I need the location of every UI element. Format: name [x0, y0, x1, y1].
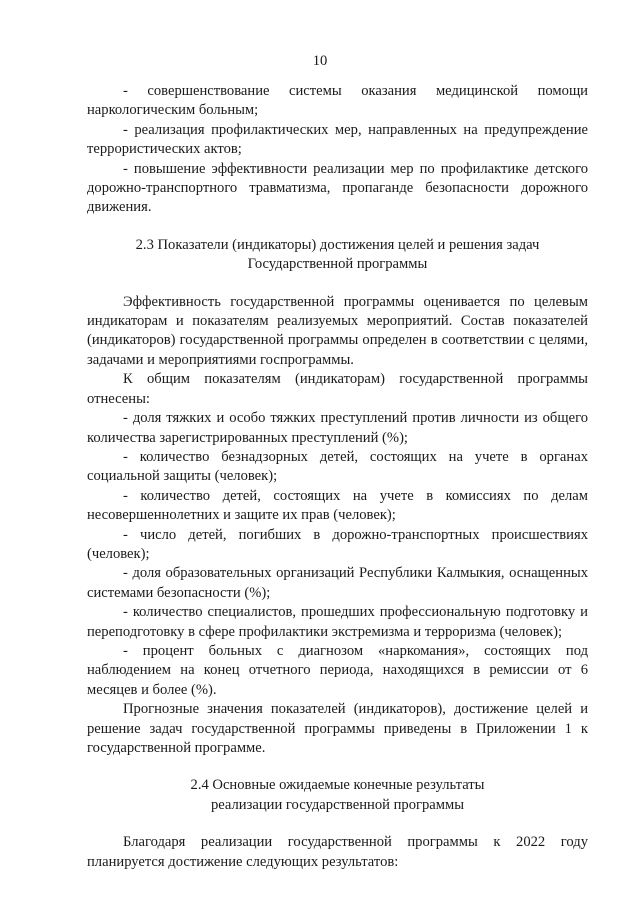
- bullet-item: - совершенствование системы оказания медицинской помощи наркологическим больным;: [87, 83, 588, 119]
- top-bullet-list: [87, 82, 588, 218]
- paragraph: Прогнозные значения показателей (индикаторов), достижение целей и решение задач государственной программы приведены в Приложении 1 к государственной программе.: [87, 701, 588, 756]
- section-2-3-heading: [87, 236, 588, 275]
- heading-line: 2.4 Основные ожидаемые конечные результаты: [190, 777, 485, 794]
- heading-line: реализации государственной программы: [210, 796, 465, 813]
- indicator-item: - доля образовательных организаций Республики Калмыкия, оснащенных системами безопасности (%);: [87, 565, 588, 601]
- indicator-item: - процент больных с диагнозом «наркомания», состоящих под наблюдением на конец отчетного периода, находящихся в ремиссии от 6 месяцев и более (%).: [87, 642, 588, 698]
- heading-line: 2.3 Показатели (индикаторы) достижения целей и решения задач: [135, 236, 540, 253]
- indicator-item: - количество детей, состоящих на учете в комиссиях по делам несовершеннолетних и защите их прав (человек);: [87, 487, 588, 524]
- indicator-item: - доля тяжких и особо тяжких преступлений против личности из общего количества зарегистрированных преступлений (%);: [87, 410, 588, 446]
- paragraph: Эффективность государственной программы оценивается по целевым индикаторам и показателям реализуемых мероприятий. Состав показателей (индикаторов) государственной программы определен в соответствии с целями, задачами и мероприятиями госпрограммы.: [87, 293, 588, 368]
- indicator-item: - число детей, погибших в дорожно-транспортных происшествиях (человек);: [87, 526, 588, 562]
- paragraph: К общим показателям (индикаторам) государственной программы отнесены:: [87, 371, 588, 407]
- section-2-3-body: [87, 293, 588, 759]
- indicator-item: - количество безнадзорных детей, состоящих на учете в органах социальной защиты (человек);: [87, 448, 588, 485]
- section-2-4-heading: [87, 776, 588, 815]
- paragraph: Благодаря реализации государственной программы к 2022 году планируется достижение следующих результатов:: [87, 834, 588, 870]
- heading-line: Государственной программы: [247, 256, 428, 273]
- page-content: [87, 82, 588, 872]
- indicator-item: - количество специалистов, прошедших профессиональную подготовку и переподготовку в сфере профилактики экстремизма и терроризма (человек);: [87, 604, 588, 640]
- bullet-item: - повышение эффективности реализации мер по профилактике детского дорожно-транспортного травматизма, пропаганде безопасности дорожного движения.: [87, 160, 588, 216]
- bullet-item: - реализация профилактических мер, направленных на предупреждение террористических актов;: [87, 121, 588, 158]
- section-2-4-body: [87, 833, 588, 872]
- page-number: 10: [312, 53, 328, 69]
